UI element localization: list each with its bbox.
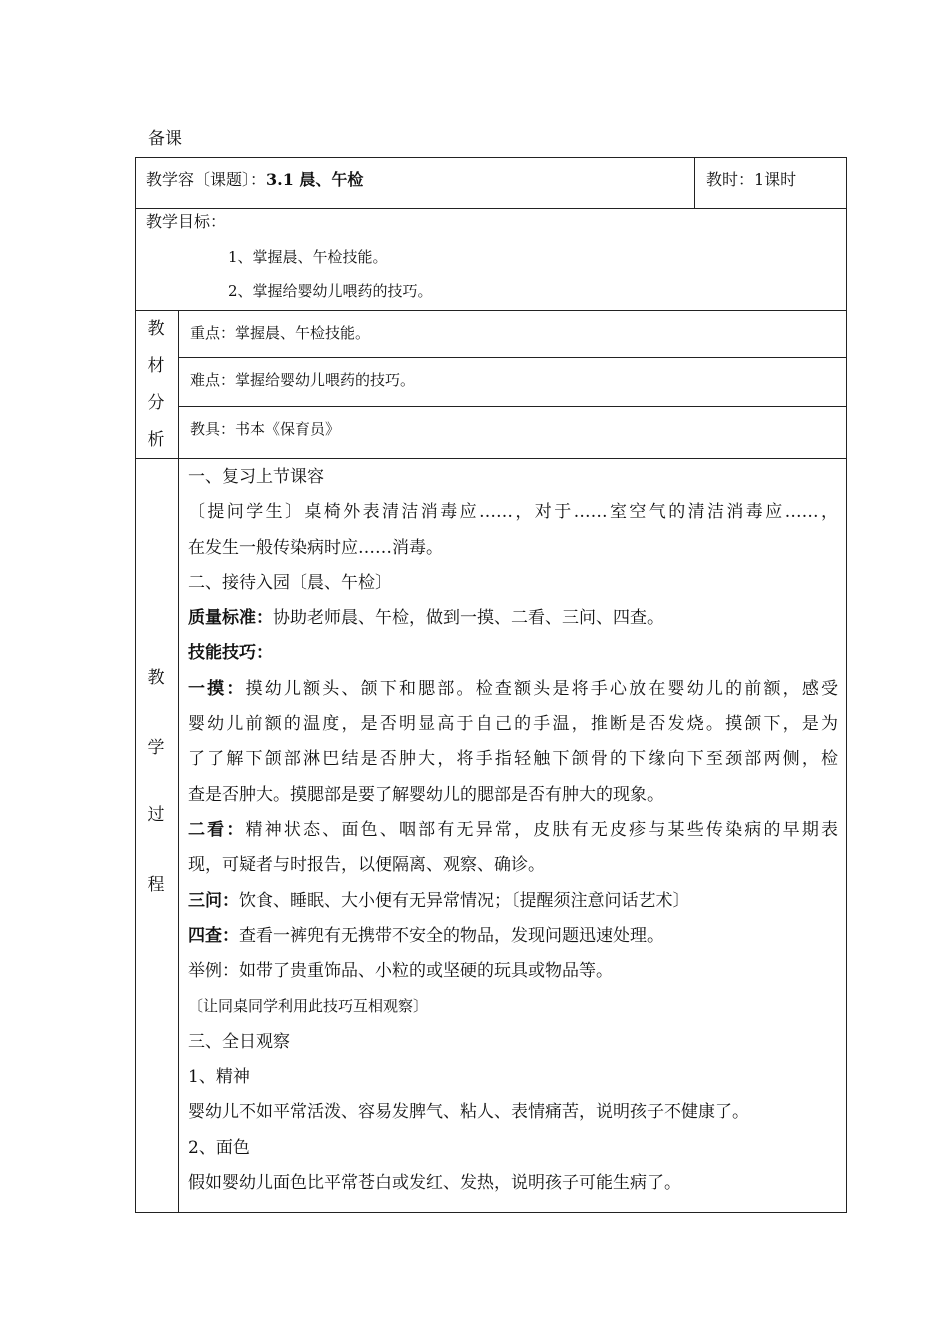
paragraph-line: 在发生一般传染病时应……消毒。	[188, 537, 443, 558]
paragraph-line	[188, 884, 838, 919]
col-divider	[694, 157, 695, 208]
quality-text: 协助老师晨、午检，做到一摸、二看、三问、四查。	[273, 608, 664, 629]
paragraph-line: 了了解下颌部淋巴结是否肿大，将手指轻触下颌骨的下缘向下至颈部两侧，检	[188, 749, 838, 770]
section-heading: 二、接待入园〔晨、午检〕	[188, 572, 392, 593]
look-text: 精神状态、面色、咽部有无异常，皮肤有无皮疹与某些传染病的早期表	[245, 819, 838, 840]
paragraph-line: 现，可疑者与时报告，以便隔离、观察、确诊。	[188, 855, 545, 876]
row-divider	[178, 357, 847, 358]
analysis-label-char: 分	[147, 393, 165, 413]
process-label-char: 程	[147, 875, 165, 895]
check-label: 四查：	[188, 925, 239, 946]
sub-heading: 1、精神	[188, 1067, 250, 1088]
analysis-label-char: 教	[147, 319, 165, 339]
topic-value: 3.1 晨、午检	[266, 170, 364, 189]
process-label-char: 学	[147, 738, 165, 758]
goal-item: 2、掌握给婴幼儿喂药的技巧。	[228, 282, 433, 300]
teaching-tools: 教具：书本《保育员》	[190, 420, 341, 438]
ask-label: 三问：	[188, 890, 239, 911]
col-divider	[178, 310, 179, 1213]
row-divider	[135, 310, 847, 311]
paragraph-line: 假如婴幼儿面色比平常苍白或发红、发热，说明孩子可能生病了。	[188, 1172, 681, 1193]
period-cell: 教时：1课时	[706, 170, 797, 189]
paragraph-line: 〔让同桌同学利用此技巧互相观察〕	[188, 997, 429, 1016]
quality-standard	[188, 601, 838, 636]
topic-label: 教学容〔课题〕：	[146, 170, 267, 189]
check-text: 查看一裤兜有无携带不安全的物品，发现问题迅速处理。	[239, 925, 664, 946]
skills-label: 技能技巧：	[188, 643, 273, 664]
topic-cell	[146, 170, 363, 190]
key-point: 重点：掌握晨、午检技能。	[190, 324, 371, 342]
row-divider	[178, 406, 847, 407]
difficult-point: 难点：掌握给婴幼儿喂药的技巧。	[190, 371, 416, 389]
paragraph-line: 查是否肿大。摸腮部是要了解婴幼儿的腮部是否有肿大的现象。	[188, 784, 664, 805]
row-divider	[135, 458, 847, 459]
goal-item: 1、掌握晨、午检技能。	[228, 248, 388, 266]
paragraph-line: 婴幼儿前额的温度，是否明显高于自己的手温，推断是否发烧。摸颌下，是为	[188, 714, 838, 735]
analysis-label-char: 材	[147, 356, 165, 376]
pre-title: 备课	[148, 129, 182, 149]
sub-heading: 2、面色	[188, 1137, 250, 1158]
analysis-label-char: 析	[147, 430, 165, 450]
process-label-char: 过	[147, 805, 165, 825]
section-heading: 一、复习上节课容	[188, 467, 324, 487]
process-label-char: 教	[147, 668, 165, 688]
paragraph-line	[188, 672, 838, 707]
paragraph-line: 婴幼儿不如平常活泼、容易发脾气、粘人、表情痛苦，说明孩子不健康了。	[188, 1102, 749, 1123]
touch-label: 一摸：	[188, 678, 246, 699]
goals-label: 教学目标：	[146, 212, 227, 231]
paragraph-line: 举例：如带了贵重饰品、小粒的或坚硬的玩具或物品等。	[188, 961, 613, 982]
look-label: 二看：	[188, 819, 246, 840]
paragraph-line: 〔提问学生〕桌椅外表清洁消毒应……，对于……室空气的清洁消毒应……，	[188, 502, 838, 523]
quality-label: 质量标准：	[188, 608, 273, 629]
touch-text: 摸幼儿额头、颌下和腮部。检查额头是将手心放在婴幼儿的前额，感受	[245, 678, 838, 699]
process-body	[188, 460, 838, 1201]
paragraph-line	[188, 919, 838, 954]
paragraph-line	[188, 813, 838, 848]
ask-text: 饮食、睡眠、大小便有无异常情况；〔提醒须注意问话艺术〕	[239, 890, 690, 911]
row-divider	[135, 208, 847, 209]
section-heading: 三、全日观察	[188, 1031, 290, 1052]
